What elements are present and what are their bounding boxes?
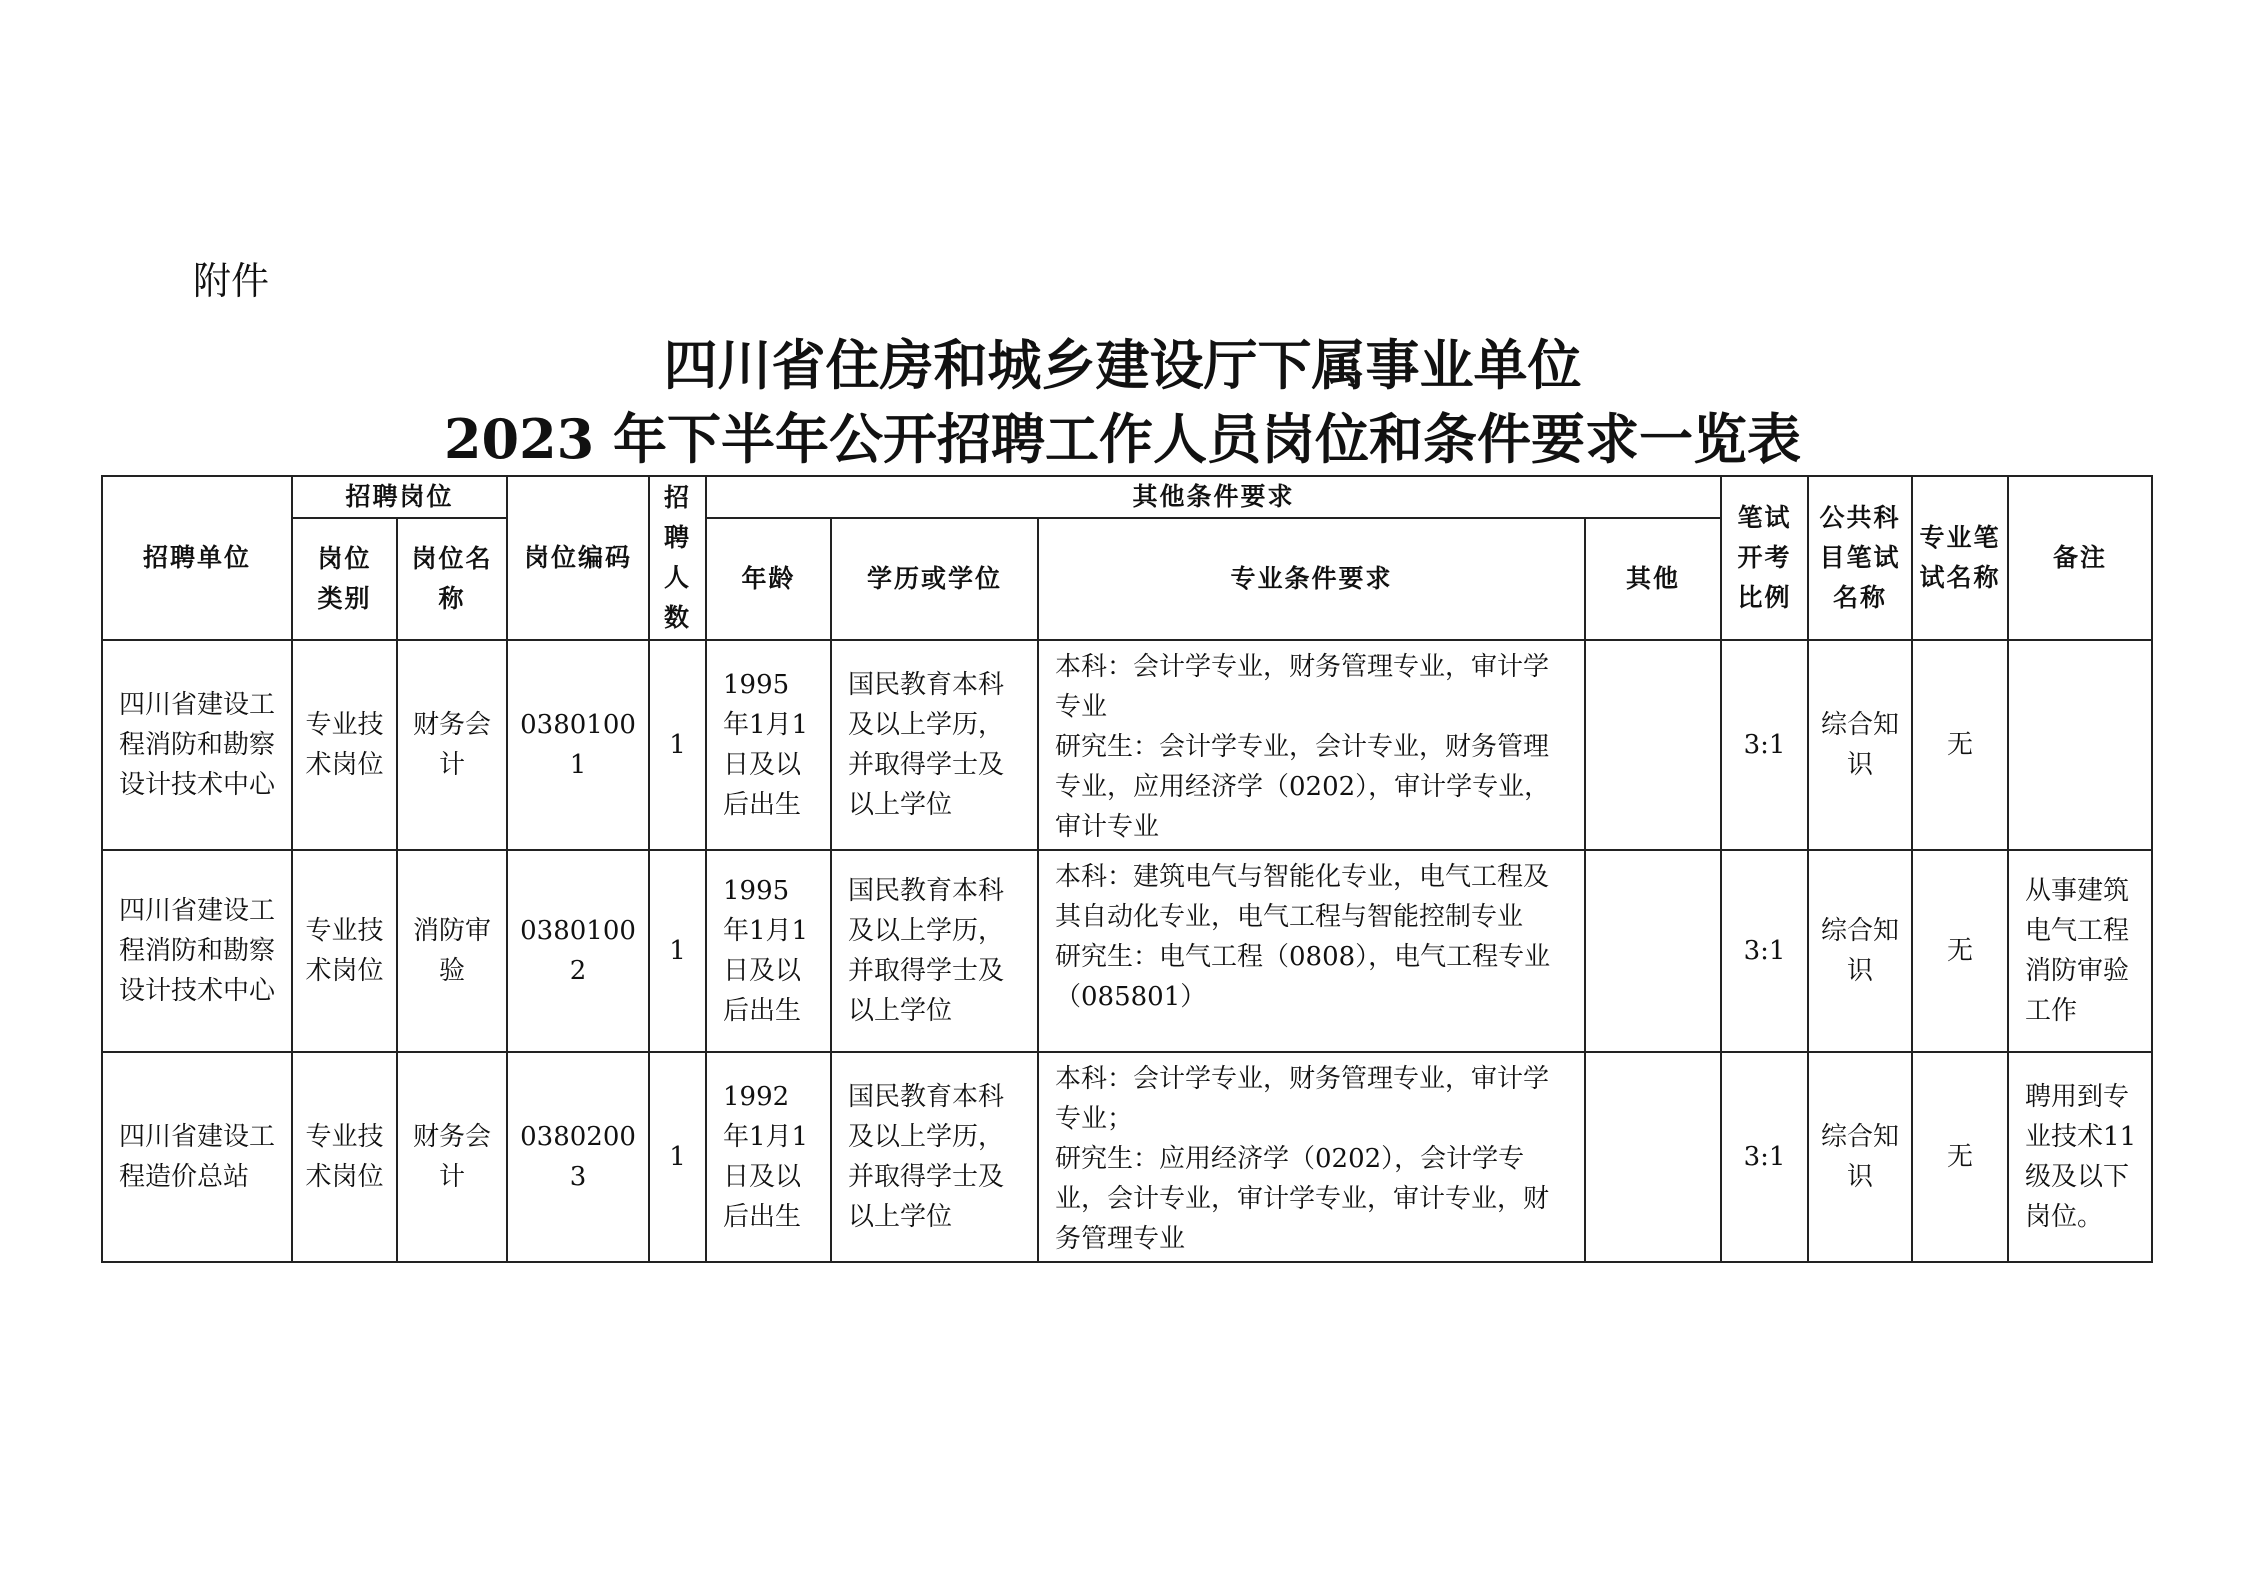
cell-major-exam: 无	[1912, 1052, 2008, 1262]
cell-post-code: 03802003	[507, 1052, 649, 1262]
cell-major-requirements	[1038, 1052, 1585, 1262]
cell-post-code: 03801002	[507, 850, 649, 1052]
header-post-group: 招聘岗位	[292, 476, 507, 518]
header-education: 学历或学位	[831, 518, 1038, 640]
table-row	[102, 850, 2152, 1052]
cell-headcount: 1	[649, 640, 706, 850]
cell-post-category: 专业技术岗位	[292, 640, 397, 850]
cell-post-name: 财务会计	[397, 1052, 507, 1262]
header-unit: 招聘单位	[102, 476, 292, 640]
cell-major-requirements	[1038, 850, 1585, 1052]
cell-major-requirements	[1038, 640, 1585, 850]
cell-unit: 四川省建设工程消防和勘察设计技术中心	[102, 640, 292, 850]
cell-headcount: 1	[649, 1052, 706, 1262]
recruitment-table	[101, 475, 2153, 1263]
cell-post-category: 专业技术岗位	[292, 850, 397, 1052]
cell-education: 国民教育本科及以上学历，并取得学士及以上学位	[831, 850, 1038, 1052]
header-other-conditions: 其他条件要求	[706, 476, 1721, 518]
cell-exam-ratio: 3:1	[1721, 640, 1808, 850]
cell-remark	[2008, 640, 2152, 850]
cell-other	[1585, 640, 1721, 850]
cell-public-exam: 综合知识	[1808, 640, 1912, 850]
cell-unit: 四川省建设工程造价总站	[102, 1052, 292, 1262]
cell-major-exam: 无	[1912, 850, 2008, 1052]
header-public-exam: 公共科目笔试名称	[1808, 476, 1912, 640]
cell-age: 1995 年1月1日及以后出生	[706, 850, 831, 1052]
major-grad-text: 研究生：会计学专业，会计专业，财务管理专业，应用经济学（0202），审计学专业，审计专业	[1055, 732, 1551, 842]
cell-public-exam: 综合知识	[1808, 1052, 1912, 1262]
header-headcount: 招聘人数	[649, 476, 706, 640]
header-major: 专业条件要求	[1038, 518, 1585, 640]
major-undergrad-text: 本科：会计学专业，财务管理专业，审计学专业	[1055, 652, 1550, 722]
cell-exam-ratio: 3:1	[1721, 850, 1808, 1052]
cell-major-exam: 无	[1912, 640, 2008, 850]
cell-age: 1995 年1月1日及以后出生	[706, 640, 831, 850]
major-undergrad-text: 本科：会计学专业，财务管理专业，审计学专业；	[1055, 1064, 1550, 1134]
header-exam-ratio: 笔试开考比例	[1721, 476, 1808, 640]
cell-unit: 四川省建设工程消防和勘察设计技术中心	[102, 850, 292, 1052]
major-grad-text: 研究生：应用经济学（0202），会计学专业，会计专业，审计学专业，审计专业，财务管理专业	[1055, 1144, 1550, 1254]
header-major-exam: 专业笔试名称	[1912, 476, 2008, 640]
cell-remark: 聘用到专业技术11级及以下岗位。	[2008, 1052, 2152, 1262]
major-grad-text: 研究生：电气工程（0808），电气工程专业（085801）	[1055, 942, 1551, 1012]
cell-headcount: 1	[649, 850, 706, 1052]
table-row	[102, 1052, 2152, 1262]
cell-exam-ratio: 3:1	[1721, 1052, 1808, 1262]
cell-post-name: 财务会计	[397, 640, 507, 850]
cell-other	[1585, 1052, 1721, 1262]
table-row	[102, 640, 2152, 850]
attachment-label: 附件	[193, 259, 270, 303]
header-remark: 备注	[2008, 476, 2152, 640]
major-undergrad-text: 本科：建筑电气与智能化专业，电气工程及其自动化专业，电气工程与智能控制专业	[1055, 862, 1550, 932]
header-post-category: 岗位类别	[292, 518, 397, 640]
document-title-line-2: 2023 年下半年公开招聘工作人员岗位和条件要求一览表	[443, 407, 1802, 471]
cell-education: 国民教育本科及以上学历，并取得学士及以上学位	[831, 640, 1038, 850]
cell-education: 国民教育本科及以上学历，并取得学士及以上学位	[831, 1052, 1038, 1262]
document-title-line-1: 四川省住房和城乡建设厅下属事业单位	[663, 333, 1582, 397]
header-post-code: 岗位编码	[507, 476, 649, 640]
cell-public-exam: 综合知识	[1808, 850, 1912, 1052]
cell-post-code: 03801001	[507, 640, 649, 850]
cell-age: 1992 年1月1日及以后出生	[706, 1052, 831, 1262]
header-other: 其他	[1585, 518, 1721, 640]
header-post-name: 岗位名称	[397, 518, 507, 640]
header-age: 年龄	[706, 518, 831, 640]
cell-post-name: 消防审验	[397, 850, 507, 1052]
cell-post-category: 专业技术岗位	[292, 1052, 397, 1262]
cell-remark: 从事建筑电气工程消防审验工作	[2008, 850, 2152, 1052]
cell-other	[1585, 850, 1721, 1052]
